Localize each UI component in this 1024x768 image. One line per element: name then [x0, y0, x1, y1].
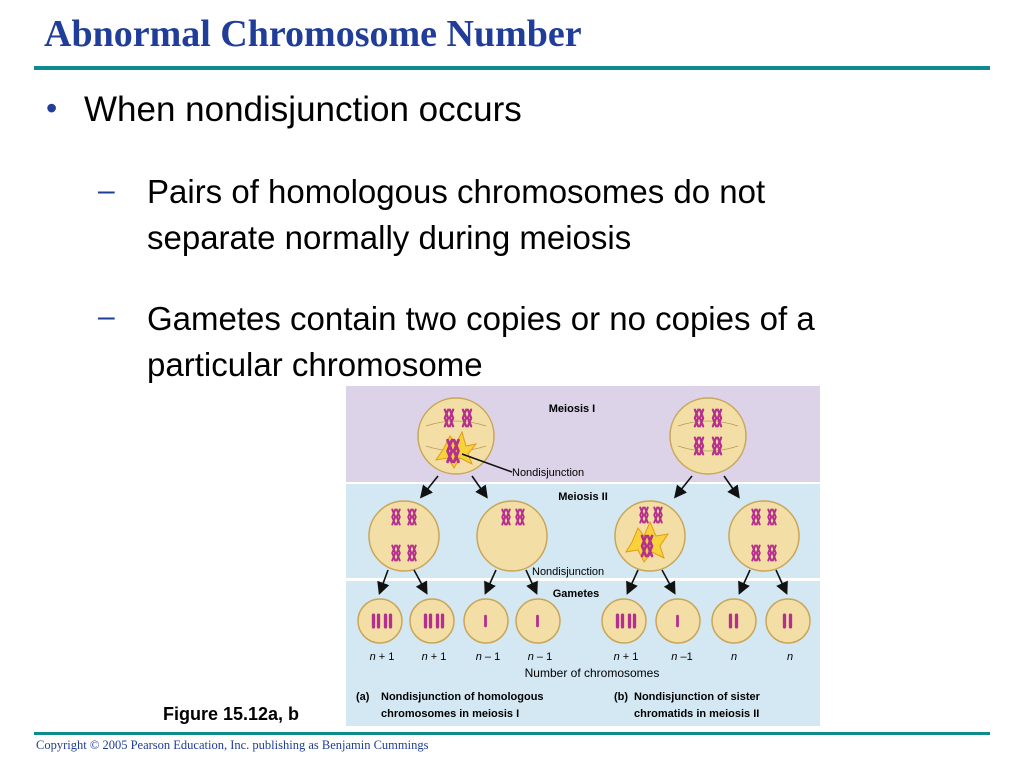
gametes-label: Gametes [552, 588, 600, 600]
gamete-count-1: n + 1 [369, 651, 395, 663]
panel-a-line-2: chromosomes in meiosis I [381, 708, 520, 720]
axis-label: Number of chromosomes [524, 666, 660, 680]
meiosis-2-label: Meiosis II [558, 491, 608, 503]
sub-bullet-1 [147, 169, 765, 261]
meiosis-2-cell-3 [615, 501, 685, 571]
meiosis-2-cell-4 [729, 501, 799, 571]
meiosis-2-cell-1 [369, 501, 439, 571]
gamete-4 [516, 599, 560, 643]
gamete-7 [712, 599, 756, 643]
meiosis-1-label: Meiosis I [548, 403, 596, 415]
gamete-6 [656, 599, 700, 643]
panel-b-tag: (b) [614, 691, 629, 703]
nondisjunction-label-2: Nondisjunction [532, 566, 605, 578]
panel-b-line-1: Nondisjunction of sister [634, 691, 760, 703]
sub-bullet-2 [147, 296, 815, 388]
gamete-count-6: n –1 [671, 651, 693, 663]
panel-a-tag: (a) [356, 691, 370, 703]
sub-bullet-1-line-2: separate normally during meiosis [147, 219, 632, 256]
parent-cell-a [418, 398, 494, 474]
meiosis-2-cell-2 [477, 501, 547, 571]
band-gametes [346, 581, 820, 726]
sub-bullet-1-line-1: Pairs of homologous chromosomes do not [147, 173, 766, 210]
title-rule [34, 66, 990, 70]
gamete-count-8: n [786, 651, 794, 663]
figure-caption: Figure 15.12a, b [163, 704, 300, 724]
gamete-count-2: n + 1 [421, 651, 447, 663]
gamete-8 [766, 599, 810, 643]
sub-bullet-2-line-2: particular chromosome [147, 346, 483, 383]
slide-title: Abnormal Chromosome Number [44, 13, 582, 55]
gamete-5 [602, 599, 646, 643]
gamete-count-3: n – 1 [475, 651, 501, 663]
bullet-dot: • [46, 90, 58, 126]
gamete-1 [358, 599, 402, 643]
gamete-3 [464, 599, 508, 643]
gamete-2 [410, 599, 454, 643]
nondisjunction-label-1: Nondisjunction [512, 467, 585, 479]
footer-rule [34, 732, 990, 735]
panel-b-line-2: chromatids in meiosis II [634, 708, 760, 720]
gamete-count-5: n + 1 [613, 651, 639, 663]
gamete-count-7: n [730, 651, 738, 663]
gamete-count-4: n – 1 [527, 651, 553, 663]
nondisjunction-figure [346, 386, 820, 726]
bullet-main: When nondisjunction occurs [84, 90, 522, 129]
sub-bullet-marker-2: – [98, 300, 115, 333]
parent-cell-b [670, 398, 746, 474]
sub-bullet-2-line-1: Gametes contain two copies or no copies of a [147, 300, 815, 337]
panel-a-line-1: Nondisjunction of homologous [381, 691, 544, 703]
sub-bullet-marker-1: – [98, 174, 115, 207]
copyright: Copyright © 2005 Pearson Education, Inc. publishing as Benjamin Cummings [36, 738, 429, 752]
